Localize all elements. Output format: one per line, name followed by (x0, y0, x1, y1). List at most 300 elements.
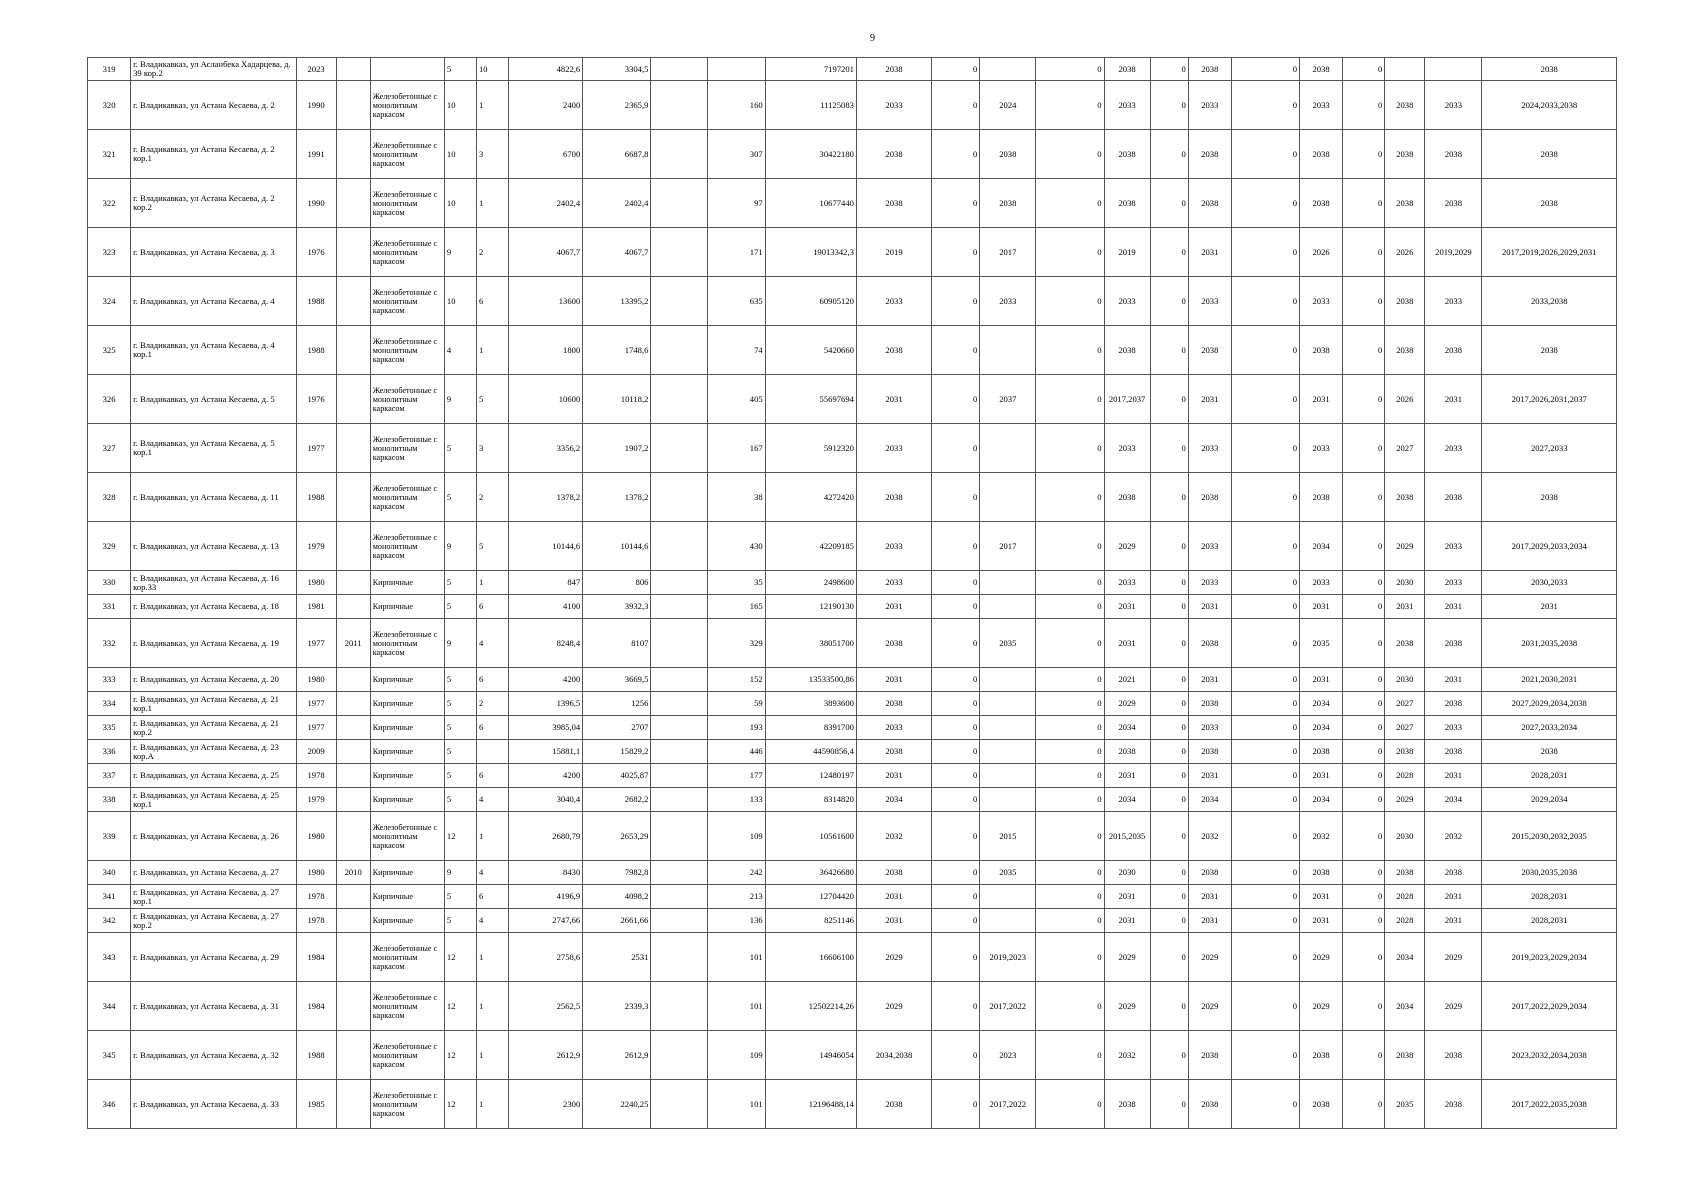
value-cell: 0 (932, 885, 980, 909)
residents-cell: 165 (707, 595, 765, 619)
residents-cell: 430 (707, 522, 765, 571)
value-cell: 0 (1343, 668, 1385, 692)
repair-year-cell: 2038 (856, 861, 931, 885)
wall-material-cell: Кирпичные (370, 692, 444, 716)
address-cell: г. Владикавказ, ул Астана Кесаева, д. 31 (131, 982, 296, 1031)
reconstruction-year-cell (336, 740, 370, 764)
value-cell: 0 (1036, 1080, 1104, 1129)
wall-material-cell: Кирпичные (370, 740, 444, 764)
entrances-cell: 6 (476, 716, 508, 740)
value-cell: 0 (1343, 982, 1385, 1031)
residents-cell: 160 (707, 81, 765, 130)
repair-year-cell: 2031 (1188, 909, 1231, 933)
residents-cell: 635 (707, 277, 765, 326)
repair-year-cell: 2038 (1385, 473, 1425, 522)
address-cell: г. Владикавказ, ул Астана Кесаева, д. 25 (131, 764, 296, 788)
total-area-cell: 2758,6 (509, 933, 583, 982)
repair-year-cell: 2038 (1188, 692, 1231, 716)
value-cell: 0 (1343, 909, 1385, 933)
repair-year-cell: 2031 (1385, 595, 1425, 619)
repair-year-cell: 2038 (1188, 619, 1231, 668)
entrances-cell: 6 (476, 595, 508, 619)
repair-year-cell: 2038 (1104, 179, 1150, 228)
repair-cost-cell: 12480197 (765, 764, 856, 788)
value-cell: 0 (1343, 81, 1385, 130)
all-repair-years-cell: 2017,2022,2029,2034 (1482, 982, 1617, 1031)
value-cell: 0 (1343, 130, 1385, 179)
repair-year-cell: 2033 (1300, 81, 1343, 130)
table-row (88, 81, 1617, 130)
repair-cost-cell: 4272420 (765, 473, 856, 522)
repair-year-cell: 2033 (1104, 277, 1150, 326)
repair-year-cell: 2038 (1425, 179, 1482, 228)
value-cell: 0 (1343, 522, 1385, 571)
repair-year-cell: 2038 (1385, 1031, 1425, 1080)
repair-year-cell: 2038 (1188, 861, 1231, 885)
residents-cell: 97 (707, 179, 765, 228)
repair-year-cell: 2038 (1425, 619, 1482, 668)
repair-year-cell: 2031 (1104, 595, 1150, 619)
row-number-cell: 334 (88, 692, 131, 716)
build-year-cell: 1988 (296, 473, 336, 522)
non-living-area-cell (651, 716, 707, 740)
build-year-cell: 1990 (296, 81, 336, 130)
living-area-cell: 2682,2 (583, 788, 651, 812)
repair-year-cell: 2031 (1188, 228, 1231, 277)
value-cell: 0 (932, 473, 980, 522)
value-cell: 0 (1036, 522, 1104, 571)
value-cell: 0 (1036, 595, 1104, 619)
repair-year-cell: 2031 (1425, 595, 1482, 619)
non-living-area-cell (651, 788, 707, 812)
reconstruction-year-cell (336, 812, 370, 861)
repair-year-cell (1385, 58, 1425, 81)
floors-cell: 5 (444, 473, 476, 522)
total-area-cell: 2747,66 (509, 909, 583, 933)
value-cell: 0 (932, 788, 980, 812)
non-living-area-cell (651, 812, 707, 861)
value-cell: 0 (1036, 228, 1104, 277)
repair-year-cell: 2033 (856, 277, 931, 326)
table-row (88, 58, 1617, 81)
living-area-cell: 6687,8 (583, 130, 651, 179)
repair-year-cell: 2029 (1188, 933, 1231, 982)
wall-material-cell: Железобетонные с монолитным каркасом (370, 522, 444, 571)
repair-year-cell: 2034 (1104, 788, 1150, 812)
repair-cost-cell: 12196488,14 (765, 1080, 856, 1129)
value-cell: 0 (932, 571, 980, 595)
living-area-cell: 2612,9 (583, 1031, 651, 1080)
value-cell: 0 (1036, 716, 1104, 740)
value-cell: 0 (1231, 1080, 1299, 1129)
value-cell: 0 (1036, 861, 1104, 885)
reconstruction-year-cell (336, 228, 370, 277)
non-living-area-cell (651, 692, 707, 716)
repair-year-cell: 2038 (1385, 81, 1425, 130)
repair-year-cell: 2026 (1385, 228, 1425, 277)
value-cell: 0 (1036, 788, 1104, 812)
value-cell: 0 (1343, 788, 1385, 812)
repair-year-cell: 2029 (1104, 522, 1150, 571)
repair-cost-cell: 60905120 (765, 277, 856, 326)
total-area-cell: 2612,9 (509, 1031, 583, 1080)
repair-cost-cell: 3893600 (765, 692, 856, 716)
table-row (88, 933, 1617, 982)
build-year-cell: 1979 (296, 522, 336, 571)
repair-year-cell (980, 716, 1036, 740)
row-number-cell: 339 (88, 812, 131, 861)
reconstruction-year-cell (336, 375, 370, 424)
floors-cell: 12 (444, 933, 476, 982)
wall-material-cell: Железобетонные с монолитным каркасом (370, 1080, 444, 1129)
total-area-cell: 8248,4 (509, 619, 583, 668)
non-living-area-cell (651, 58, 707, 81)
total-area-cell: 4196,9 (509, 885, 583, 909)
repair-year-cell: 2033 (1104, 81, 1150, 130)
residents-cell: 136 (707, 909, 765, 933)
residents-cell: 109 (707, 1031, 765, 1080)
repair-year-cell: 2027 (1385, 424, 1425, 473)
table-row (88, 788, 1617, 812)
row-number-cell: 326 (88, 375, 131, 424)
repair-year-cell: 2038 (1425, 861, 1482, 885)
total-area-cell: 13600 (509, 277, 583, 326)
value-cell: 0 (1036, 668, 1104, 692)
repair-year-cell: 2030 (1104, 861, 1150, 885)
repair-year-cell (1425, 58, 1482, 81)
value-cell: 0 (1150, 716, 1188, 740)
reconstruction-year-cell (336, 692, 370, 716)
non-living-area-cell (651, 81, 707, 130)
total-area-cell: 4100 (509, 595, 583, 619)
repair-year-cell: 2028 (1385, 885, 1425, 909)
repair-year-cell (980, 764, 1036, 788)
table-row (88, 179, 1617, 228)
repair-cost-cell: 10677440 (765, 179, 856, 228)
value-cell: 0 (932, 933, 980, 982)
repair-year-cell (980, 692, 1036, 716)
floors-cell: 5 (444, 740, 476, 764)
non-living-area-cell (651, 764, 707, 788)
value-cell: 0 (1231, 473, 1299, 522)
value-cell: 0 (1231, 861, 1299, 885)
all-repair-years-cell: 2028,2031 (1482, 885, 1617, 909)
reconstruction-year-cell (336, 179, 370, 228)
residents-cell (707, 58, 765, 81)
table-row (88, 522, 1617, 571)
table-row (88, 692, 1617, 716)
value-cell: 0 (1343, 277, 1385, 326)
repair-year-cell: 2026 (1300, 228, 1343, 277)
repair-year-cell (980, 668, 1036, 692)
repair-year-cell: 2031 (1300, 595, 1343, 619)
repair-year-cell: 2034 (1300, 716, 1343, 740)
all-repair-years-cell: 2017,2022,2035,2038 (1482, 1080, 1617, 1129)
page-number: 9 (870, 33, 875, 44)
value-cell: 0 (1036, 130, 1104, 179)
value-cell: 0 (932, 861, 980, 885)
wall-material-cell: Железобетонные с монолитным каркасом (370, 473, 444, 522)
repair-year-cell: 2038 (1300, 179, 1343, 228)
repair-cost-cell: 42209185 (765, 522, 856, 571)
living-area-cell: 3304,5 (583, 58, 651, 81)
residents-cell: 35 (707, 571, 765, 595)
table-row (88, 716, 1617, 740)
address-cell: г. Владикавказ, ул Астана Кесаева, д. 2 (131, 81, 296, 130)
wall-material-cell: Кирпичные (370, 909, 444, 933)
repair-year-cell: 2029 (1385, 522, 1425, 571)
address-cell: г. Владикавказ, ул Астана Кесаева, д. 2 кор.1 (131, 130, 296, 179)
value-cell: 0 (1150, 277, 1188, 326)
repair-year-cell: 2033 (856, 522, 931, 571)
non-living-area-cell (651, 1031, 707, 1080)
table-row (88, 1031, 1617, 1080)
repair-year-cell: 2031 (1300, 885, 1343, 909)
repair-cost-cell: 11125083 (765, 81, 856, 130)
repair-year-cell: 2031 (1300, 668, 1343, 692)
entrances-cell: 4 (476, 619, 508, 668)
repair-year-cell: 2033 (1425, 424, 1482, 473)
all-repair-years-cell: 2033,2038 (1482, 277, 1617, 326)
reconstruction-year-cell (336, 982, 370, 1031)
value-cell: 0 (932, 375, 980, 424)
wall-material-cell: Кирпичные (370, 764, 444, 788)
reconstruction-year-cell (336, 130, 370, 179)
wall-material-cell: Кирпичные (370, 668, 444, 692)
living-area-cell: 7982,8 (583, 861, 651, 885)
wall-material-cell: Железобетонные с монолитным каркасом (370, 326, 444, 375)
all-repair-years-cell: 2029,2034 (1482, 788, 1617, 812)
residents-cell: 307 (707, 130, 765, 179)
table-row (88, 326, 1617, 375)
living-area-cell: 806 (583, 571, 651, 595)
value-cell: 0 (1343, 861, 1385, 885)
repair-year-cell: 2033 (1104, 424, 1150, 473)
value-cell: 0 (1150, 571, 1188, 595)
non-living-area-cell (651, 130, 707, 179)
wall-material-cell: Железобетонные с монолитным каркасом (370, 277, 444, 326)
repair-year-cell: 2038 (1385, 179, 1425, 228)
living-area-cell: 1378,2 (583, 473, 651, 522)
value-cell: 0 (1150, 1031, 1188, 1080)
reconstruction-year-cell (336, 595, 370, 619)
value-cell: 0 (1343, 812, 1385, 861)
repair-year-cell: 2029 (1188, 982, 1231, 1031)
build-year-cell: 1976 (296, 228, 336, 277)
address-cell: г. Владикавказ, ул Асланбека Хадарцева, д. 39 кор.2 (131, 58, 296, 81)
repair-year-cell: 2033 (1300, 277, 1343, 326)
entrances-cell: 5 (476, 522, 508, 571)
living-area-cell: 2402,4 (583, 179, 651, 228)
wall-material-cell: Железобетонные с монолитным каркасом (370, 375, 444, 424)
reconstruction-year-cell (336, 58, 370, 81)
value-cell: 0 (932, 764, 980, 788)
table-row (88, 375, 1617, 424)
entrances-cell: 1 (476, 982, 508, 1031)
address-cell: г. Владикавказ, ул Астана Кесаева, д. 13 (131, 522, 296, 571)
value-cell: 0 (1231, 1031, 1299, 1080)
table-row (88, 668, 1617, 692)
repair-year-cell: 2033 (1300, 424, 1343, 473)
repair-year-cell (980, 740, 1036, 764)
non-living-area-cell (651, 861, 707, 885)
repair-year-cell (980, 58, 1036, 81)
repair-year-cell: 2030 (1385, 668, 1425, 692)
value-cell: 0 (1231, 788, 1299, 812)
repair-year-cell: 2031 (1188, 668, 1231, 692)
repair-year-cell: 2038 (1188, 58, 1231, 81)
residents-cell: 193 (707, 716, 765, 740)
repair-cost-cell: 5912320 (765, 424, 856, 473)
residents-cell: 242 (707, 861, 765, 885)
value-cell: 0 (1150, 595, 1188, 619)
residents-cell: 101 (707, 1080, 765, 1129)
value-cell: 0 (1343, 885, 1385, 909)
repair-year-cell: 2038 (1300, 861, 1343, 885)
repair-year-cell: 2029 (1425, 933, 1482, 982)
repair-year-cell (980, 473, 1036, 522)
build-year-cell: 1977 (296, 619, 336, 668)
value-cell: 0 (1343, 1031, 1385, 1080)
row-number-cell: 331 (88, 595, 131, 619)
entrances-cell: 1 (476, 179, 508, 228)
residents-cell: 446 (707, 740, 765, 764)
build-year-cell: 1980 (296, 812, 336, 861)
address-cell: г. Владикавказ, ул Астана Кесаева, д. 27 (131, 861, 296, 885)
value-cell: 0 (932, 81, 980, 130)
value-cell: 0 (1150, 861, 1188, 885)
value-cell: 0 (1343, 764, 1385, 788)
repair-year-cell: 2035 (980, 619, 1036, 668)
value-cell: 0 (1150, 375, 1188, 424)
residents-cell: 59 (707, 692, 765, 716)
residents-cell: 177 (707, 764, 765, 788)
repair-year-cell: 2033 (856, 424, 931, 473)
build-year-cell: 1976 (296, 375, 336, 424)
repair-year-cell (980, 885, 1036, 909)
address-cell: г. Владикавказ, ул Астана Кесаева, д. 16 кор.33 (131, 571, 296, 595)
build-year-cell: 1988 (296, 326, 336, 375)
repair-cost-cell: 12190130 (765, 595, 856, 619)
repair-year-cell: 2038 (1300, 1080, 1343, 1129)
repair-year-cell: 2031 (1188, 885, 1231, 909)
value-cell: 0 (932, 1031, 980, 1080)
build-year-cell: 1980 (296, 571, 336, 595)
repair-year-cell: 2031 (856, 595, 931, 619)
repair-year-cell: 2031 (1104, 909, 1150, 933)
value-cell: 0 (1036, 1031, 1104, 1080)
build-year-cell: 1977 (296, 692, 336, 716)
value-cell: 0 (1036, 326, 1104, 375)
repair-year-cell: 2029 (1385, 788, 1425, 812)
repair-year-cell: 2038 (1385, 861, 1425, 885)
build-year-cell: 1988 (296, 1031, 336, 1080)
all-repair-years-cell: 2038 (1482, 326, 1617, 375)
value-cell: 0 (1231, 424, 1299, 473)
total-area-cell: 2562,5 (509, 982, 583, 1031)
entrances-cell: 6 (476, 668, 508, 692)
value-cell: 0 (1036, 81, 1104, 130)
reconstruction-year-cell (336, 885, 370, 909)
value-cell: 0 (1150, 909, 1188, 933)
value-cell: 0 (1150, 130, 1188, 179)
value-cell: 0 (1343, 473, 1385, 522)
total-area-cell: 3356,2 (509, 424, 583, 473)
total-area-cell: 10144,6 (509, 522, 583, 571)
value-cell: 0 (1150, 81, 1188, 130)
living-area-cell: 8107 (583, 619, 651, 668)
all-repair-years-cell: 2017,2029,2033,2034 (1482, 522, 1617, 571)
living-area-cell: 2653,29 (583, 812, 651, 861)
address-cell: г. Владикавказ, ул Астана Кесаева, д. 3 (131, 228, 296, 277)
value-cell: 0 (1231, 326, 1299, 375)
non-living-area-cell (651, 885, 707, 909)
repair-year-cell: 2026 (1385, 375, 1425, 424)
all-repair-years-cell: 2038 (1482, 58, 1617, 81)
repair-year-cell: 2019 (856, 228, 931, 277)
value-cell: 0 (1343, 58, 1385, 81)
living-area-cell: 10118,2 (583, 375, 651, 424)
row-number-cell: 320 (88, 81, 131, 130)
all-repair-years-cell: 2024,2033,2038 (1482, 81, 1617, 130)
repair-cost-cell: 8391700 (765, 716, 856, 740)
residents-cell: 213 (707, 885, 765, 909)
all-repair-years-cell: 2028,2031 (1482, 764, 1617, 788)
table-row (88, 619, 1617, 668)
residents-cell: 74 (707, 326, 765, 375)
repair-year-cell: 2038 (1300, 58, 1343, 81)
entrances-cell: 4 (476, 909, 508, 933)
address-cell: г. Владикавказ, ул Астана Кесаева, д. 19 (131, 619, 296, 668)
value-cell: 0 (1150, 326, 1188, 375)
value-cell: 0 (1231, 81, 1299, 130)
entrances-cell: 2 (476, 228, 508, 277)
value-cell: 0 (932, 179, 980, 228)
value-cell: 0 (1343, 571, 1385, 595)
repair-cost-cell: 55697694 (765, 375, 856, 424)
value-cell: 0 (932, 668, 980, 692)
wall-material-cell: Кирпичные (370, 861, 444, 885)
repair-year-cell: 2031 (1104, 619, 1150, 668)
residents-cell: 152 (707, 668, 765, 692)
non-living-area-cell (651, 933, 707, 982)
floors-cell: 9 (444, 619, 476, 668)
entrances-cell: 6 (476, 764, 508, 788)
entrances-cell (476, 740, 508, 764)
living-area-cell: 2339,3 (583, 982, 651, 1031)
table-row (88, 130, 1617, 179)
floors-cell: 5 (444, 764, 476, 788)
non-living-area-cell (651, 982, 707, 1031)
repair-year-cell: 2031 (856, 375, 931, 424)
reconstruction-year-cell (336, 788, 370, 812)
residents-cell: 101 (707, 933, 765, 982)
address-cell: г. Владикавказ, ул Астана Кесаева, д. 5 кор.1 (131, 424, 296, 473)
value-cell: 0 (1036, 473, 1104, 522)
repair-year-cell (980, 326, 1036, 375)
repair-year-cell: 2035 (980, 861, 1036, 885)
repair-year-cell: 2033 (1188, 81, 1231, 130)
table-row (88, 812, 1617, 861)
repair-year-cell: 2032 (856, 812, 931, 861)
repair-year-cell: 2034 (1300, 522, 1343, 571)
repair-year-cell: 2038 (856, 326, 931, 375)
entrances-cell: 1 (476, 326, 508, 375)
value-cell: 0 (1150, 764, 1188, 788)
value-cell: 0 (1036, 179, 1104, 228)
living-area-cell: 2707 (583, 716, 651, 740)
repair-year-cell: 2019,2023 (980, 933, 1036, 982)
